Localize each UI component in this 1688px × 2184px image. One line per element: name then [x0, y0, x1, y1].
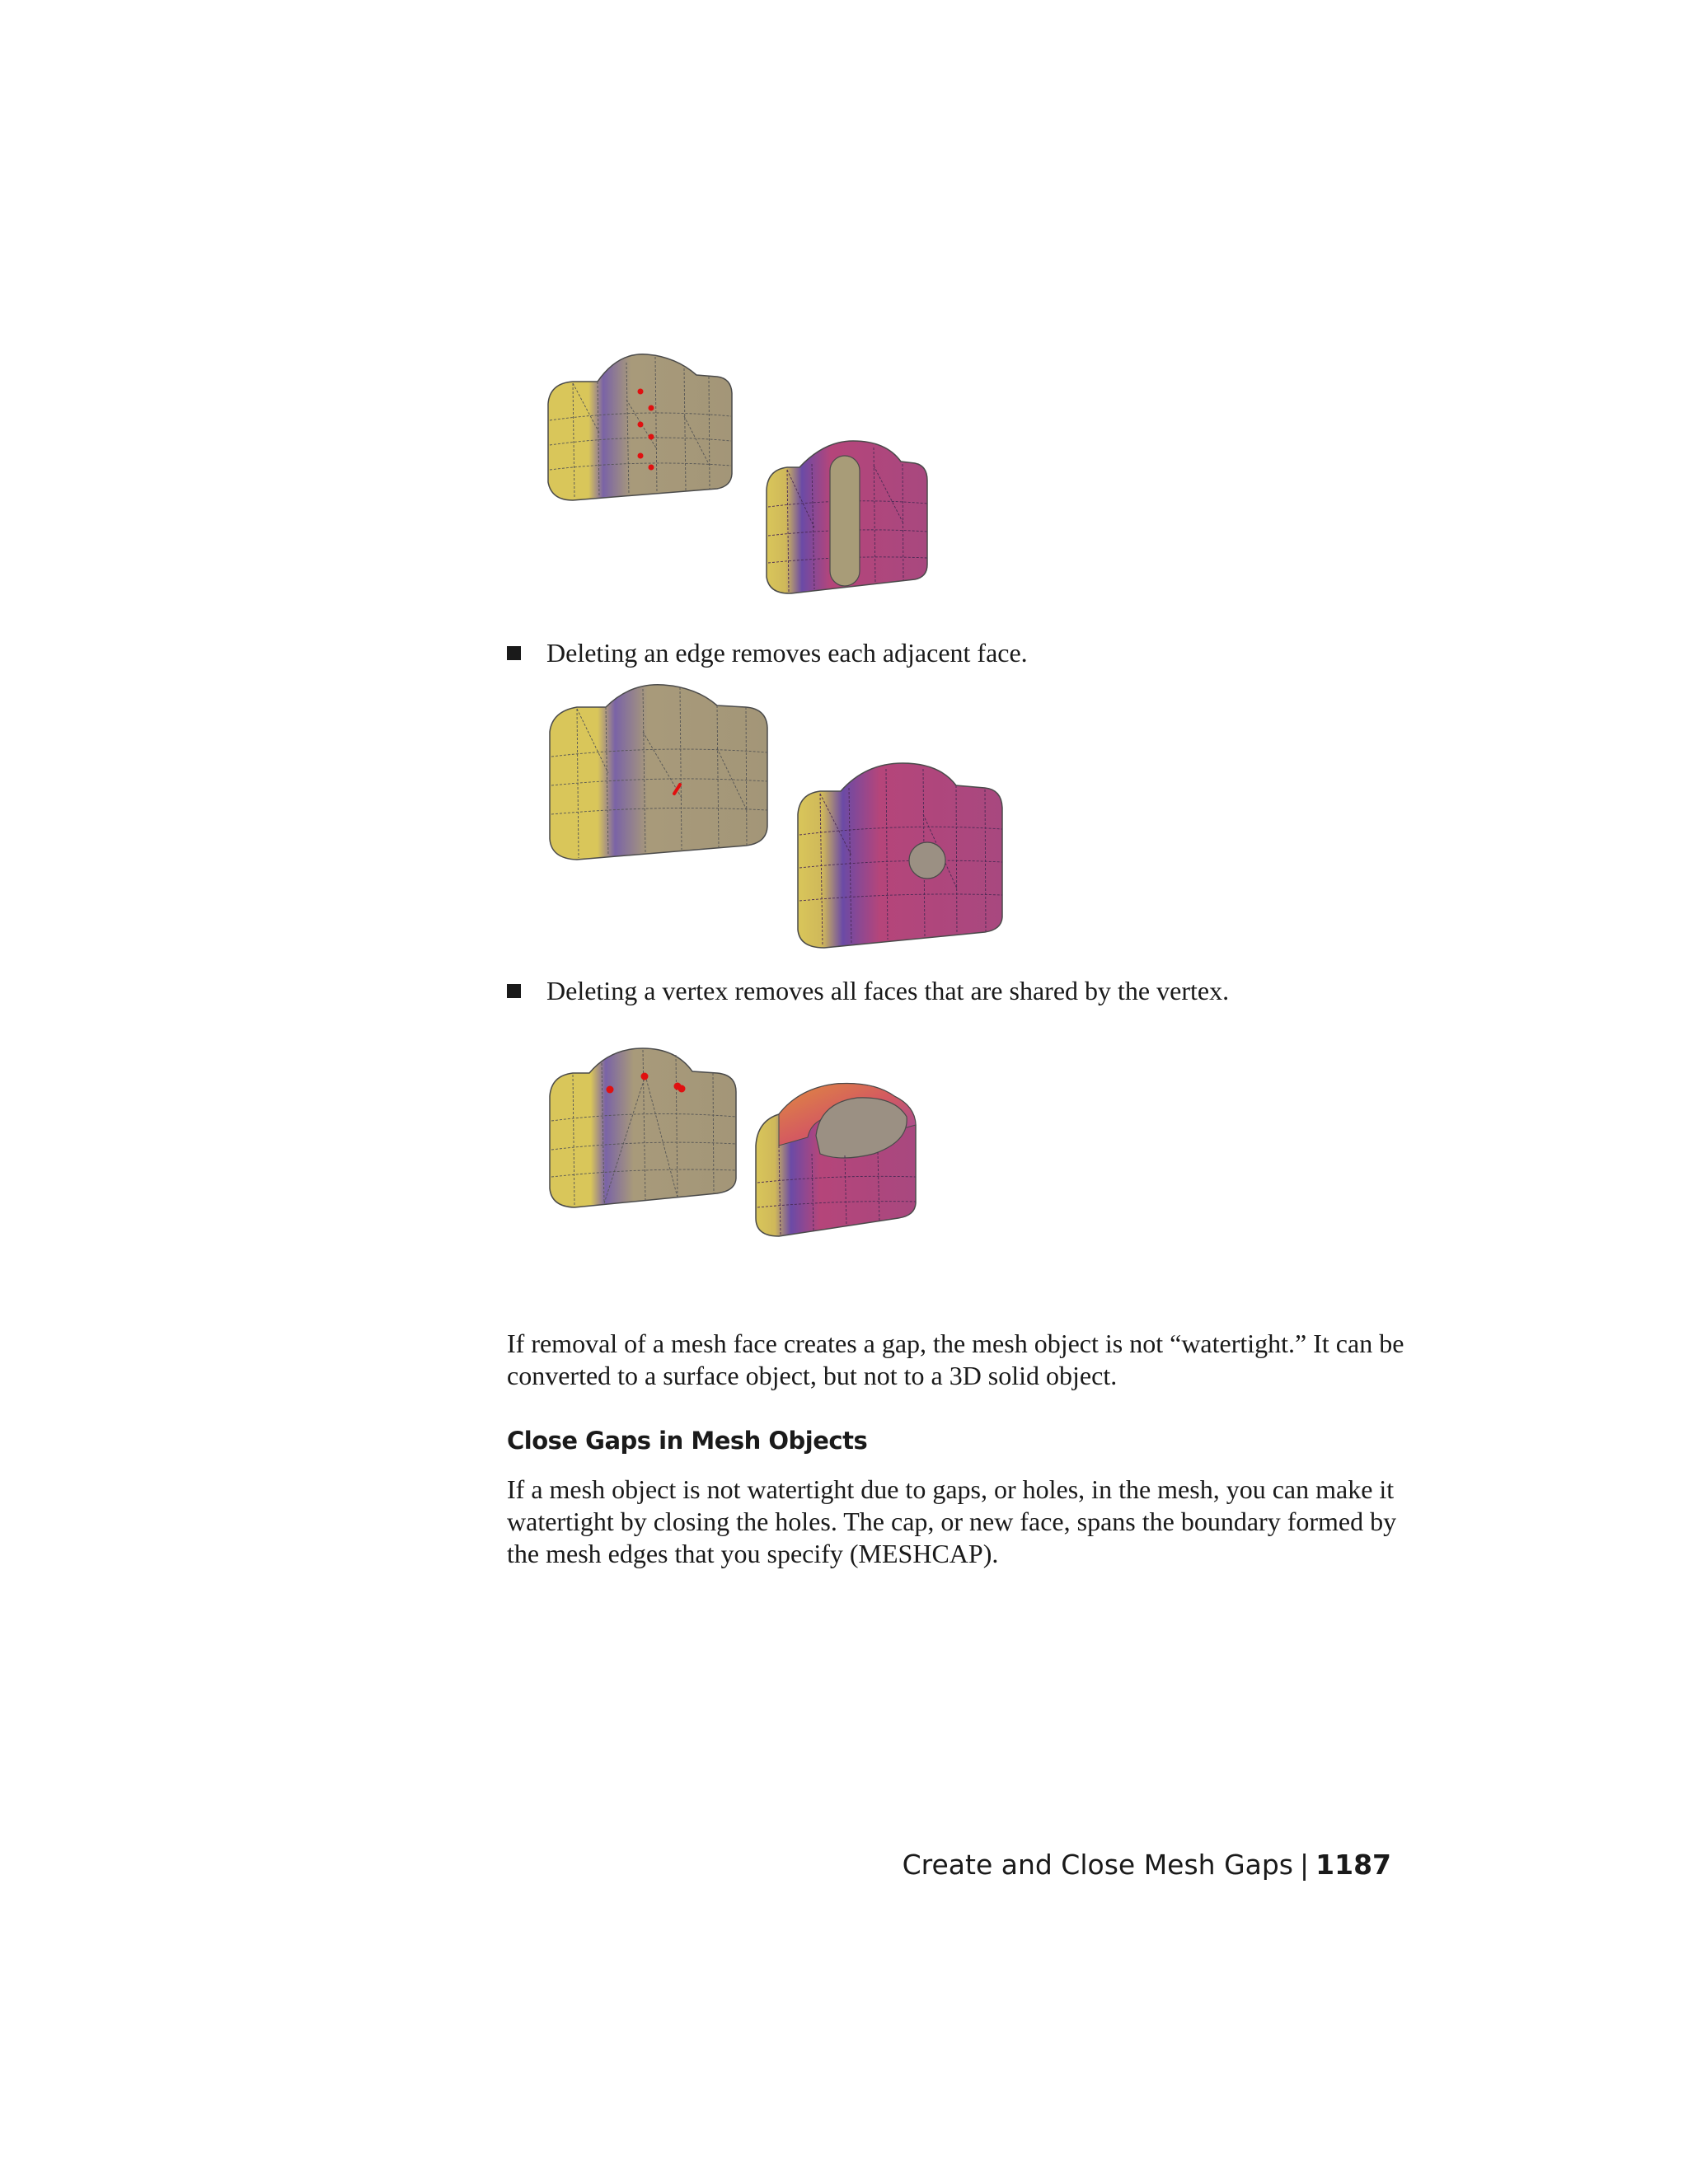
mesh-box-result — [798, 763, 1002, 948]
bullet-text: Deleting an edge removes each adjacent face. — [546, 638, 1028, 668]
section-heading: Close Gaps in Mesh Objects — [507, 1427, 868, 1455]
figure-edge-deletion — [540, 682, 1034, 954]
body-paragraph: If a mesh object is not watertight due to gaps, or holes, in the mesh, you can make it watertight by closing the holes. The cap, or new face, spans the boundary formed by the mesh edges that you specify (MESHCAP). — [507, 1474, 1397, 1568]
footer-separator: | — [1300, 1849, 1310, 1881]
page-number: 1187 — [1315, 1849, 1391, 1881]
mesh-illustration — [540, 682, 1034, 954]
page-footer — [903, 1847, 1391, 1883]
footer-title: Create and Close Mesh Gaps — [902, 1849, 1294, 1881]
body-paragraph: If removal of a mesh face creates a gap, the mesh object is not “watertight.” It can be converted to a surface object, but not to a 3D solid object. — [507, 1329, 1404, 1390]
mesh-illustration — [540, 1038, 985, 1261]
mesh-box-original — [550, 685, 767, 860]
bullet-marker — [507, 646, 521, 660]
bullet-text: Deleting a vertex removes all faces that are shared by the vertex. — [546, 976, 1230, 1005]
removed-faces-hole — [909, 842, 945, 879]
bullet-marker — [507, 984, 521, 998]
figure-vertex-deletion — [540, 1038, 985, 1261]
figure-face-deletion — [540, 350, 985, 606]
removed-faces-gap — [830, 456, 860, 586]
mesh-illustration — [540, 350, 985, 606]
